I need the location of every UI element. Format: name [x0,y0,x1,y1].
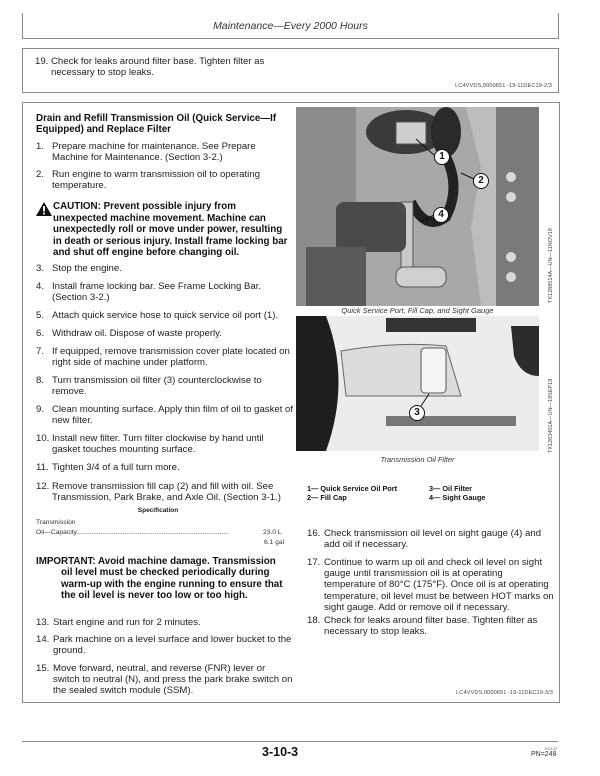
step-item [36,346,294,368]
page-number: 3-10-3 [262,745,299,759]
step-number: 3. [36,263,45,274]
step-text: Move forward, neutral, and reverse (FNR) lever or switch to neutral (N), and press the park brake switch on the sealed switch module (SSM). [53,663,293,697]
step-number: 14. [36,634,50,645]
step-number: 2. [36,169,45,180]
step-item [36,481,294,503]
legend-item-4: 4— Sight Gauge [429,493,486,502]
reference-code: LC4VVDS,0000651 -19-11DEC19-2/3 [455,83,552,89]
machine-illustration-2 [296,316,539,451]
step-number: 15. [36,663,50,674]
step-text: Check for leaks around filter base. Tighten filter as necessary to stop leaks. [324,615,538,638]
figure-quick-service-port [296,107,539,306]
step-text: Check for leaks around filter base. Tighten filter as necessary to stop leaks. [51,56,265,79]
step-number: 13. [36,617,50,628]
step-text: Tighten 3/4 of a full turn more. [52,462,180,473]
machine-illustration-1 [296,107,539,306]
step-number: 19. [35,56,49,67]
step-text: Run engine to warm transmission oil to operating temperature. [52,169,260,192]
figure-2-caption: Transmission Oil Filter [380,455,455,464]
step-number: 9. [36,404,45,415]
important-lead: IMPORTANT: Avoid machine damage. Transmission [36,556,276,567]
step-text: If equipped, remove transmission cover plate located on right side of machine under platform. [52,346,290,369]
step-text: Install frame locking bar. See Frame Locking Bar. (Section 3-2.) [52,281,262,304]
step-text: Install new filter. Turn filter clockwise by hand until gasket touches mounting surface. [52,433,264,456]
step-item [307,557,557,613]
step-item [36,617,294,628]
important-notice [36,556,298,602]
spec-value-imperial: 6.1 gal [264,539,285,546]
step-item [36,375,294,397]
revision-code: 110122 [544,746,558,751]
step-item [307,615,557,637]
step-number: 7. [36,346,45,357]
step-text: Remove transmission fill cap (2) and fill with oil. See Transmission, Park Brake, and Axle Oil. (Section 3-1.) [52,481,281,504]
step-text: Start engine and run for 2 minutes. [53,617,201,628]
step-item [307,528,557,550]
procedure-box [22,102,560,703]
step-number: 8. [36,375,45,386]
spec-item-line2 [36,529,236,536]
spec-value-metric: 23.0 L [263,529,282,536]
spec-leader-dots: .................................................................................. [76,529,229,536]
step-number: 1. [36,141,45,152]
step-19 [35,56,295,78]
callout-4: 4 [433,207,449,223]
step-number: 5. [36,310,45,321]
step-item [36,462,294,473]
legend-item-2: 2— Fill Cap [307,493,347,502]
step-text: Stop the engine. [52,263,122,274]
step-text: Turn transmission oil filter (3) counterclockwise to remove. [52,375,262,398]
step-number: 17. [307,557,321,568]
spec-item-line1: Transmission [36,519,76,526]
running-header [22,13,559,39]
step-item [36,663,294,697]
figure-1-id: TX1288514A—UN—11NOV19 [548,228,554,303]
step-number: 12. [36,481,50,492]
step-item [36,263,294,274]
figure-2-id: TX1263401A—UN—18SEP18 [548,378,554,453]
step-item [36,310,294,321]
step-item [36,328,294,339]
caution-text: CAUTION: Prevent possible injury from unexpected machine movement. Machine can unexpectedly roll or move under power, resulting in death or serious injury. Install frame locking bar and shut off engine before changing oil. [53,201,288,259]
step-item [36,433,294,455]
legend-item-3: 3— Oil Filter [429,484,472,493]
step-number: 4. [36,281,45,292]
step-text: Continue to warm up oil and check oil level on sight gauge until transmission oil is at operating temperature of 80°C (175°F). Once oil is at operating temperature, oil level must be between HOT marks on sight gauge. Add or remove oil if necessary. [324,557,554,613]
figure-1-caption: Quick Service Port, Fill Cap, and Sight Gauge [341,306,494,315]
section-title: Drain and Refill Transmission Oil (Quick Service—If Equipped) and Replace Filter [36,113,277,136]
spec-item-label: Oil—Capacity [36,529,77,536]
step-text: Withdraw oil. Dispose of waste properly. [52,328,222,339]
spec-title: Specification [137,507,179,514]
warning-triangle-icon [36,202,52,216]
figure-transmission-oil-filter [296,316,539,451]
important-text: oil level must be checked periodically during warm-up with the engine running to ensure that the oil level is never too low or too high. [61,567,283,602]
step-1 [36,141,291,163]
header-title: Maintenance—Every 2000 Hours [213,20,368,32]
callout-2: 2 [473,173,489,189]
step-number: 16. [307,528,321,539]
step-item [36,634,294,656]
step-text: Prepare machine for maintenance. See Prepare Machine for Maintenance. (Section 3-2.) [52,141,256,164]
step-item [36,404,294,426]
step-number: 11. [36,462,49,473]
callout-1: 1 [434,149,450,165]
step-text: Check transmission oil level on sight gauge (4) and add oil if necessary. [324,528,542,551]
caution-notice [36,201,291,259]
step-number: 6. [36,328,45,339]
step-text: Clean mounting surface. Apply thin film of oil to gasket of new filter. [52,404,294,427]
step-number: 18. [307,615,321,626]
footer-divider [22,741,558,742]
continuation-box [22,48,559,93]
step-2 [36,169,291,191]
legend-item-1: 1— Quick Service Oil Port [307,484,398,493]
pn-number: PN=248 [531,751,557,758]
callout-3: 3 [409,405,425,421]
step-text: Attach quick service hose to quick service oil port (1). [52,310,279,321]
step-number: 10. [36,433,50,444]
reference-code: LC4VVDS,0000651 -19-11DEC19-3/3 [456,690,553,696]
step-text: Park machine on a level surface and lower bucket to the ground. [53,634,292,657]
step-item [36,281,294,303]
